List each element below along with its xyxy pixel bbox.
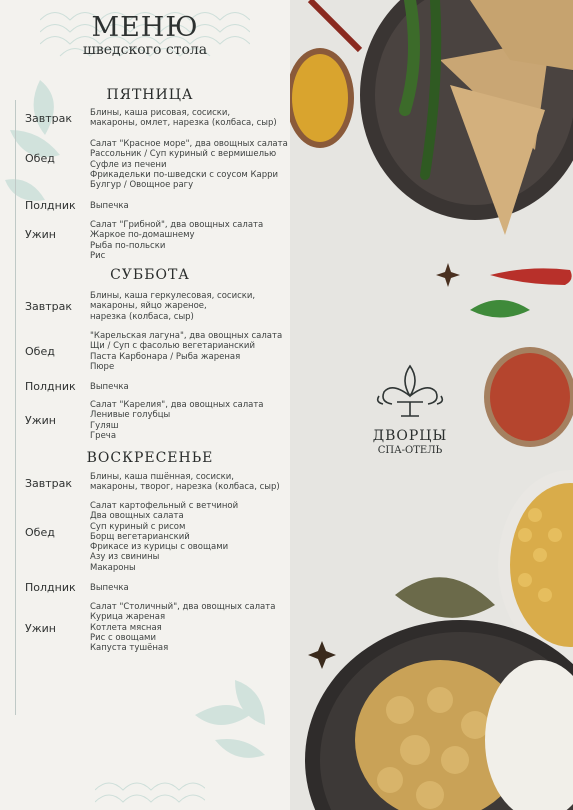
meal-label: Ужин <box>25 414 56 427</box>
wave-pattern-bottom <box>95 770 205 810</box>
food-photo-panel <box>290 0 573 810</box>
meal-label: Ужин <box>25 622 56 635</box>
meal-dishes: Блины, каша рисовая, сосиски, макароны, омлет, нарезка (колбаса, сыр) <box>90 108 277 129</box>
meal-label: Полдник <box>25 199 76 212</box>
leaf-decoration-bottom <box>185 670 285 760</box>
meal-label: Обед <box>25 152 55 165</box>
meal-dishes: Салат "Столичный", два овощных салата Курица жареная Котлета мясная Рис с овощами Капуста тушёная <box>90 602 276 654</box>
chicken-rice-pan-image <box>290 620 573 810</box>
meal-label: Ужин <box>25 228 56 241</box>
meal-dishes: Салат "Красное море", два овощных салата Рассольник / Суп куриный с вермишелью Суфле из печени Фрикадельки по-шведски с соусом Карри Булгур / Овощное рагу <box>90 139 288 191</box>
day-heading-saturday: СУББОТА <box>110 267 190 283</box>
left-divider-line <box>15 100 16 715</box>
meal-label: Обед <box>25 345 55 358</box>
meal-label: Полдник <box>25 380 76 393</box>
meal-dishes: Салат "Грибной", два овощных салата Жаркое по-домашнему Рыба по-польски Рис <box>90 220 264 261</box>
meal-dishes: Блины, каша геркулесовая, сосиски, макароны, яйцо жареное, нарезка (колбаса, сыр) <box>90 291 256 322</box>
day-heading-sunday: ВОСКРЕСЕНЬЕ <box>86 450 214 466</box>
paprika-bowl-image <box>480 345 573 455</box>
meal-dishes: "Карельская лагуна", два овощных салата Щи / Суп с фасолью вегетарианский Паста Карбонара / Рыба жареная Пюре <box>90 331 283 372</box>
meal-label: Полдник <box>25 581 76 594</box>
meal-label: Завтрак <box>25 300 73 313</box>
meal-dishes: Выпечка <box>90 382 129 392</box>
samosa-pan-image <box>290 0 573 250</box>
meal-dishes: Салат картофельный с ветчиной Два овощных салата Суп куриный с рисом Борщ вегетарианский Фрикасе из курицы с овощами Азу из свинины Макароны <box>90 501 239 573</box>
brand-subtitle: СПА-ОТЕЛЬ <box>377 445 443 456</box>
fleur-de-lis-icon <box>375 362 445 420</box>
brand-name: ДВОРЦЫ <box>372 428 448 444</box>
brand-logo <box>350 362 470 456</box>
meal-label: Завтрак <box>25 112 73 125</box>
page-subtitle: шведского стола <box>82 42 208 58</box>
meal-dishes: Блины, каша пшённая, сосиски, макароны, творог, нарезка (колбаса, сыр) <box>90 472 280 493</box>
meal-label: Завтрак <box>25 477 73 490</box>
page-title: МЕНЮ <box>91 12 199 43</box>
chili-and-spices-image <box>430 250 573 340</box>
meal-dishes: Выпечка <box>90 583 129 593</box>
day-heading-friday: ПЯТНИЦА <box>106 87 194 103</box>
meal-dishes: Салат "Карелия", два овощных салата Ленивые голубцы Гуляш Греча <box>90 400 264 441</box>
meal-dishes: Выпечка <box>90 201 129 211</box>
meal-label: Обед <box>25 526 55 539</box>
